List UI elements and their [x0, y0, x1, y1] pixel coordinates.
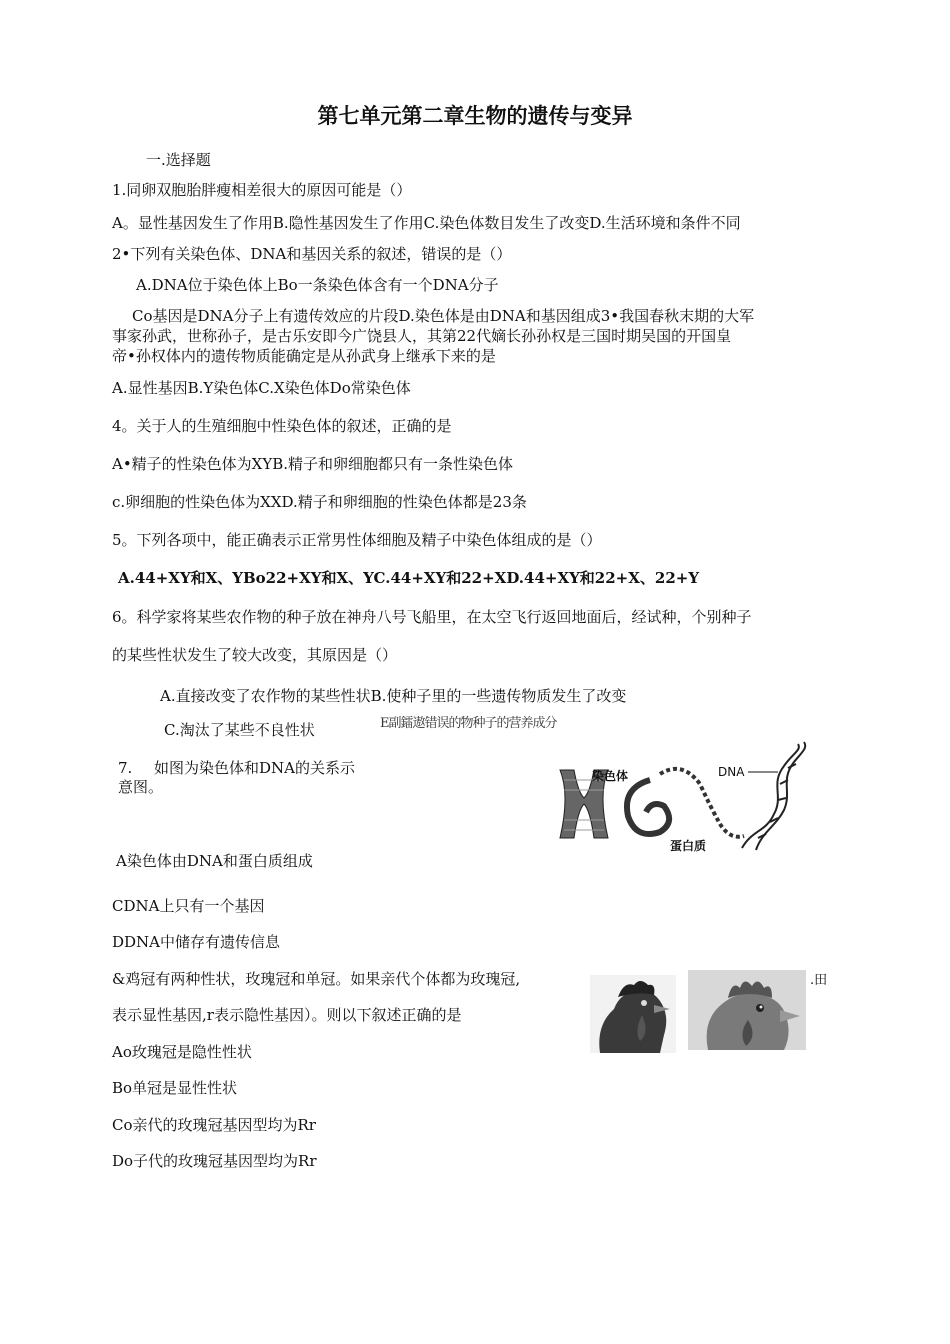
q7-number: 7.: [118, 759, 133, 777]
q1-options: A。显性基因发生了作用B.隐性基因发生了作用C.染色体数目发生了改变D.生活环境和条件不同: [112, 214, 741, 232]
q7-stem-line1: 如图为染色体和DNA的关系示: [154, 759, 355, 777]
q6-stem-line2: 的某些性状发生了较大改变，其原因是（）: [112, 646, 398, 664]
q8-option-b: Bo单冠是显性性状: [112, 1079, 238, 1097]
q7-option-d: DDNA中储存有遗传信息: [112, 933, 281, 951]
q3-stem-line2: 事家孙武，世称孙子，是古乐安即今广饶县人，其第22代嫡长孙孙权是三国时期吴国的开国皇: [112, 327, 732, 345]
section-heading: 一.选择题: [146, 151, 211, 169]
rooster-rose-comb-image: [590, 975, 676, 1053]
q6-stem-line1: 6。科学家将某些农作物的种子放在神舟八号飞船里，在太空飞行返回地面后，经试种，个别种子: [112, 608, 752, 626]
q4-stem: 4。关于人的生殖细胞中性染色体的叙述，正确的是: [112, 417, 452, 435]
q8-stem-line1: &鸡冠有两种性状，玫瑰冠和单冠。如果亲代个体都为玫瑰冠,: [112, 970, 521, 988]
figure-label-chromosome: 染色体: [592, 769, 629, 783]
q2-options-ab: A.DNA位于染色体上Bo一条染色体含有一个DNA分子: [136, 276, 499, 294]
q2-stem: 2•下列有关染色体、DNA和基因关系的叙述，错误的是（）: [112, 245, 512, 263]
dna-helix-icon: [742, 742, 805, 850]
q6-option-d-garbled: E副鐳遨错误的物种子的营养成分: [380, 716, 557, 731]
q7-option-a: A染色体由DNA和蛋白质组成: [116, 852, 313, 870]
q7-stem-line2: 意图。: [118, 778, 164, 796]
q1-stem: 1.同卵双胞胎胖瘦相差很大的原因可能是（）: [112, 181, 412, 199]
q8-stem-line2: 表示显性基因,r表示隐性基因）。则以下叙述正确的是: [112, 1006, 462, 1024]
q8-option-a: Ao玫瑰冠是隐性性状: [112, 1043, 252, 1061]
q8-stem-line1-tail: .田: [810, 973, 828, 988]
q2-options-cd: Co基因是DNA分子上有遗传效应的片段D.染色体是由DNA和基因组成3•我国春秋末期的大军: [132, 307, 755, 325]
figure-label-dna: DNA: [718, 765, 745, 779]
q5-options: A.44+XY和X、YBo22+XY和X、YC.44+XY和22+XD.44+XY和22+X、22+Y: [118, 569, 700, 587]
q8-option-d: Do子代的玫瑰冠基因型均为Rr: [112, 1152, 317, 1170]
q4-options-ab: A•精子的性染色体为XYB.精子和卵细胞都只有一条性染色体: [112, 455, 514, 473]
q7-option-c: CDNA上只有一个基因: [112, 897, 265, 915]
figure-label-protein: 蛋白质: [670, 839, 707, 853]
coiled-fiber-icon: [627, 769, 744, 837]
rooster-single-comb-image: [688, 970, 806, 1050]
q6-option-c: C.淘汰了某些不良性状: [164, 721, 315, 739]
q3-stem-line3: 帝•孙权体内的遗传物质能确定是从孙武身上继承下来的是: [112, 347, 496, 365]
page-title: 第七单元第二章生物的遗传与变异: [317, 104, 633, 128]
q6-options-ab: A.直接改变了农作物的某些性状B.使种子里的一些遗传物质发生了改变: [160, 687, 627, 705]
q4-options-cd: c.卵细胞的性染色体为XXD.精子和卵细胞的性染色体都是23条: [112, 493, 527, 511]
q3-options: A.显性基因B.Y染色体C.X染色体Do常染色体: [112, 379, 411, 397]
q8-option-c: Co亲代的玫瑰冠基因型均为Rr: [112, 1116, 316, 1134]
q5-stem: 5。下列各项中，能正确表示正常男性体细胞及精子中染色体组成的是（）: [112, 531, 602, 549]
chromosome-dna-figure: [552, 740, 814, 860]
